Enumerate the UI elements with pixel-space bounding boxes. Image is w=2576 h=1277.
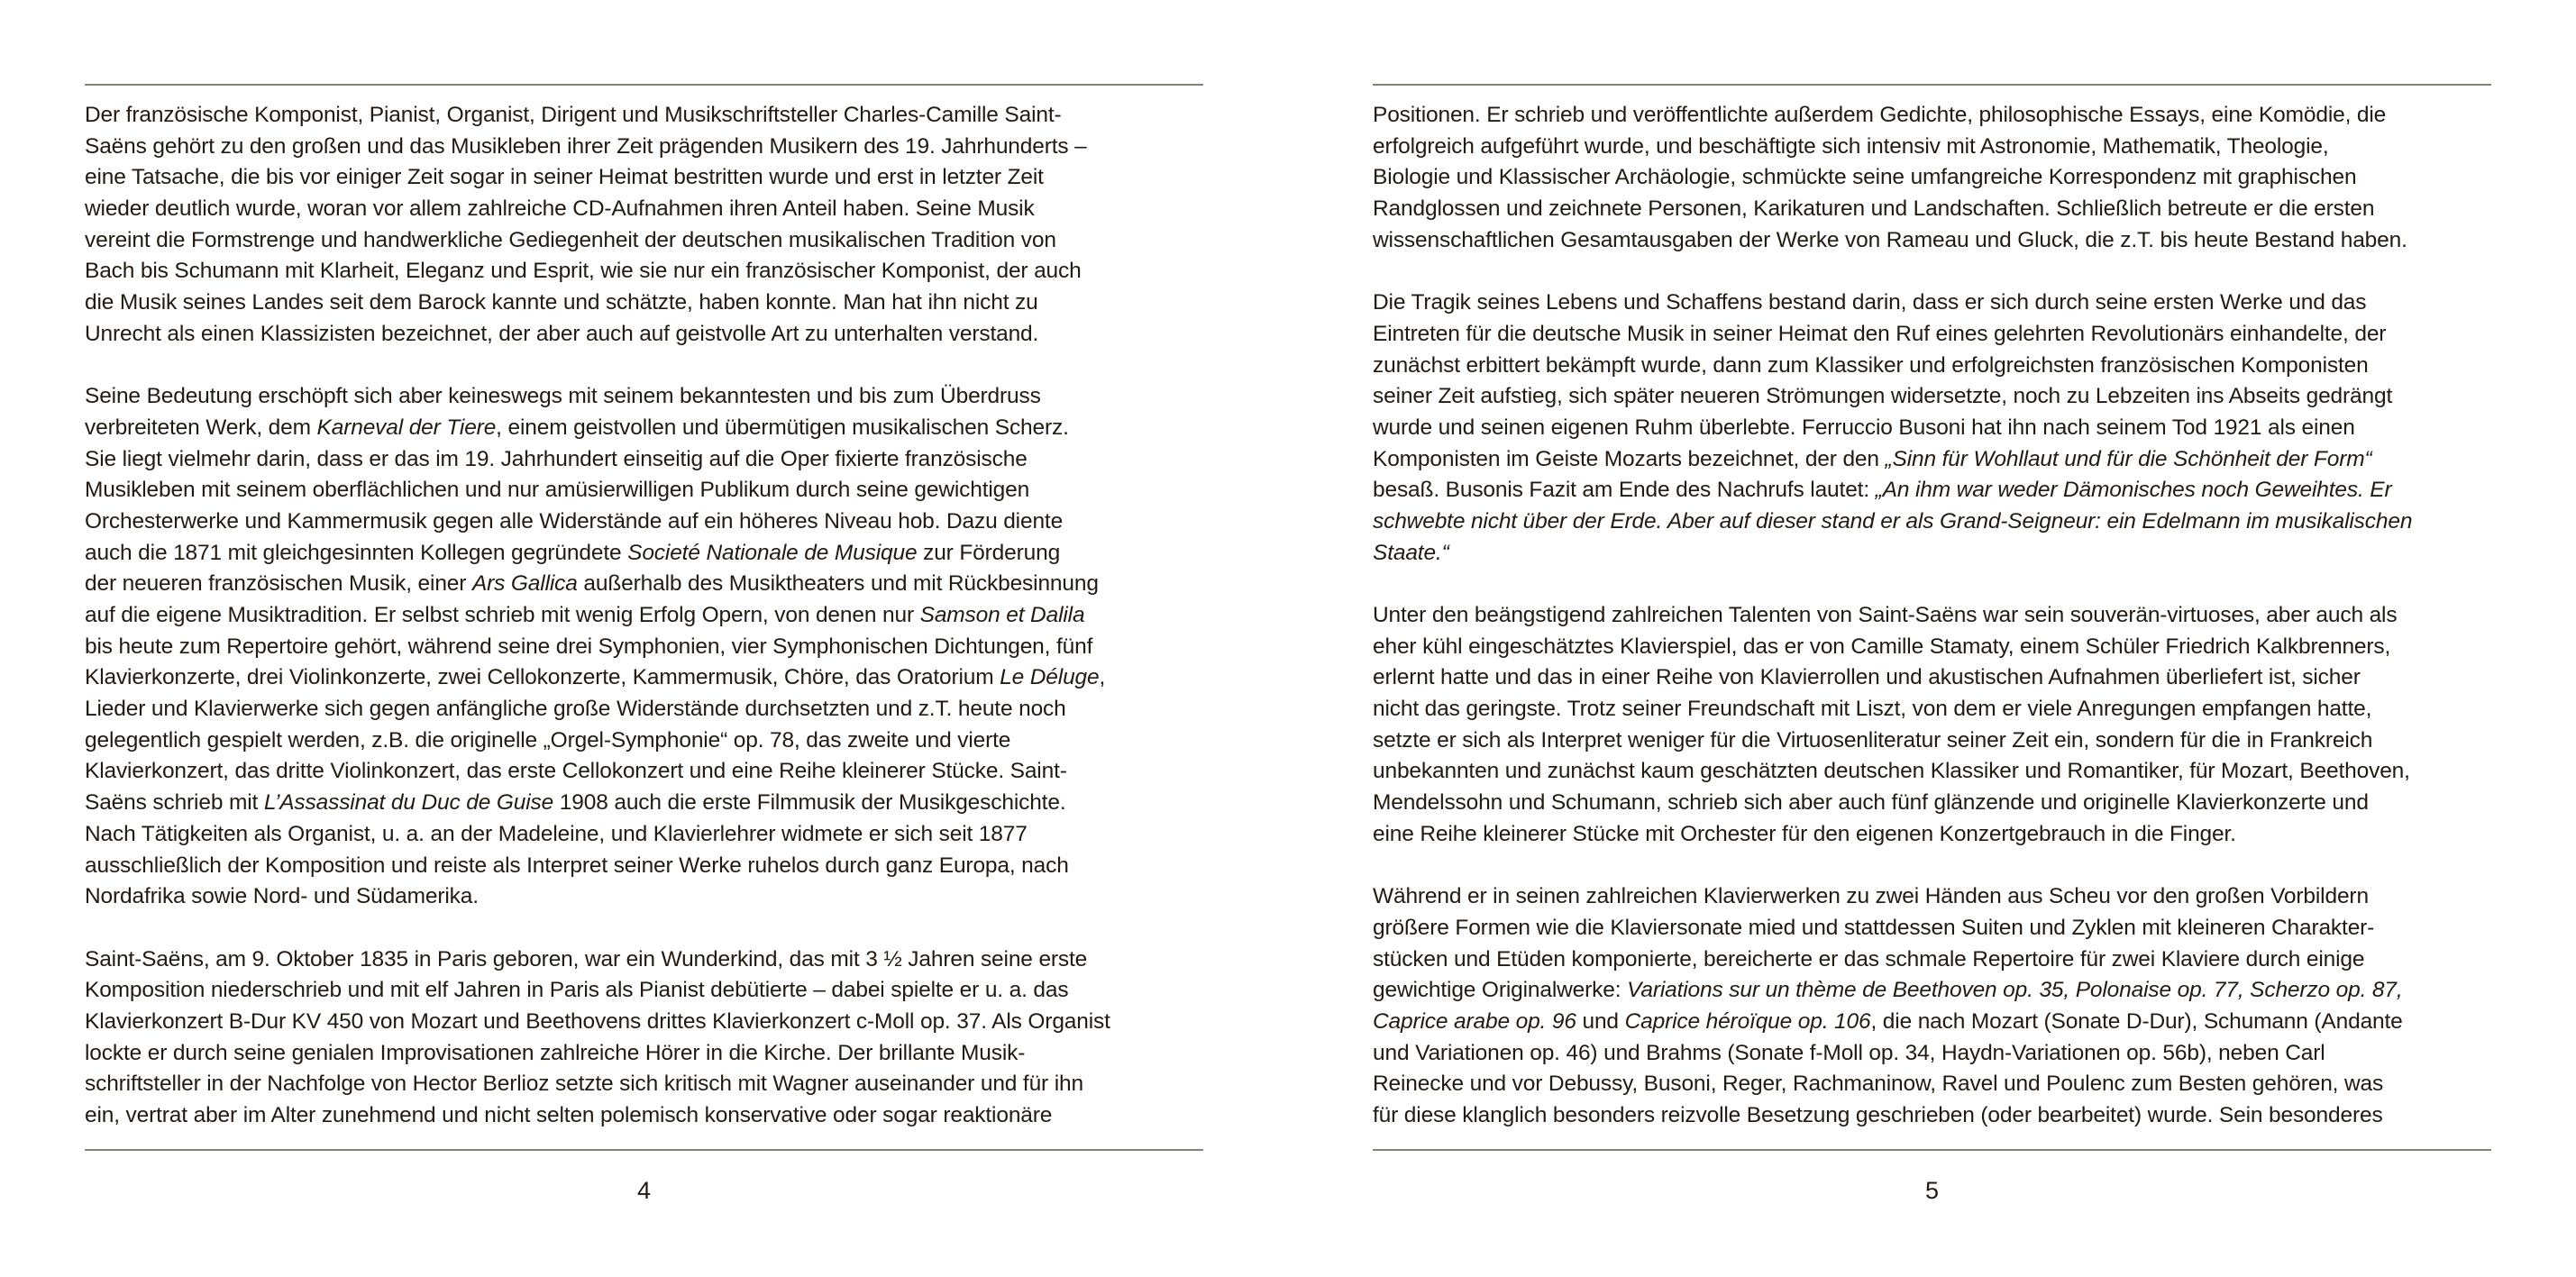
text-run: Bach bis Schumann mit Klarheit, Eleganz und Esprit, wie sie nur ein französischer Komponist, der auch — [85, 259, 1082, 284]
text-run: zunächst erbittert bekämpft wurde, dann zum Klassiker und erfolgreichsten französischen Komponisten — [1373, 352, 2369, 378]
text-line — [85, 944, 1220, 976]
text-run: Der französische Komponist, Pianist, Organist, Dirigent und Musikschriftsteller Charles-Camille Saint- — [85, 103, 1062, 127]
text-run: , — [1099, 665, 1106, 690]
text-line — [85, 1007, 1220, 1038]
text-run: seiner Zeit aufstieg, sich später neueren Strömungen widersetzte, noch zu Lebzeiten ins Abseits gedrängt — [1373, 384, 2393, 409]
text-line — [1373, 351, 2508, 382]
body-text — [85, 100, 1220, 1132]
text-run: gewichtige Originalwerke: — [1373, 978, 1628, 1003]
text-line — [1373, 819, 2508, 851]
text-run: Klavierkonzert B-Dur KV 450 von Mozart und Beethovens drittes Klavierkonzert c-Moll op. 37. Als Organist — [85, 1008, 1110, 1034]
text-run: außerhalb des Musiktheaters und mit Rückbesinnung — [577, 571, 1099, 597]
italic-title: Ars Gallica — [471, 571, 578, 597]
text-line — [1373, 1007, 2508, 1038]
italic-title: Caprice héroïque op. 106 — [1624, 1008, 1871, 1034]
top-rule — [1373, 84, 2491, 86]
text-line — [85, 162, 1220, 194]
text-line — [85, 381, 1220, 413]
text-line — [85, 1069, 1220, 1100]
text-run: Saint-Saëns, am 9. Oktober 1835 in Paris geboren, war ein Wunderkind, das mit 3 ½ Jahren seine erste — [85, 946, 1088, 971]
text-line — [85, 132, 1220, 163]
right-page — [1373, 0, 2491, 1277]
text-line — [85, 100, 1220, 132]
text-run: Klavierkonzerte, drei Violinkonzerte, zwei Cellokonzerte, Kammermusik, Chöre, das Oratorium — [85, 665, 1000, 690]
text-line — [1373, 1038, 2508, 1070]
italic-title: Karneval der Tiere — [316, 415, 497, 440]
text-line — [85, 788, 1220, 819]
text-run: unbekannten und zunächst kaum geschätzten deutschen Klassiker und Romantiker, für Mozart, Beethoven, — [1373, 759, 2410, 784]
text-run: erlernt hatte und das in einer Reihe von Klavierrollen und akustischen Aufnahmen überliefert ist, sicher — [1373, 665, 2361, 690]
italic-title: L’Assassinat du Duc de Guise — [263, 790, 554, 816]
text-line — [85, 600, 1220, 632]
text-line — [1373, 319, 2508, 351]
text-line — [1373, 287, 2508, 319]
body-text — [1373, 100, 2508, 1132]
text-line — [1373, 475, 2508, 506]
text-run: bis heute zum Repertoire gehört, während seine drei Symphonien, vier Symphonischen Dichtungen, fünf — [85, 634, 1093, 659]
text-run: Eintreten für die deutsche Musik in seiner Heimat den Ruf eines gelehrten Revolutionärs einhandelte, der — [1373, 321, 2387, 346]
paragraph-break — [1373, 851, 2508, 882]
italic-title: Le Déluge — [1000, 665, 1100, 690]
text-run: Nach Tätigkeiten als Organist, u. a. an der Madeleine, und Klavierlehrer widmete er sich seit 1877 — [85, 821, 1028, 846]
text-run: Biologie und Klassischer Archäologie, schmückte seine umfangreiche Korrespondenz mit graphischen — [1373, 165, 2357, 190]
text-line — [85, 881, 1220, 913]
text-line — [85, 569, 1220, 600]
text-run: besaß. Busonis Fazit am Ende des Nachrufs lautet: — [1373, 478, 1876, 503]
left-page — [85, 0, 1203, 1277]
text-run: eher kühl eingeschätztes Klavierspiel, das er von Camille Stamaty, einem Schüler Friedrich Kalkbrenners, — [1373, 634, 2391, 659]
italic-title: Staate.“ — [1373, 540, 1449, 565]
text-run: Saëns schrieb mit — [85, 790, 264, 816]
italic-title: Caprice arabe op. 96 — [1373, 1008, 1576, 1034]
text-line — [85, 475, 1220, 506]
text-line — [1373, 662, 2508, 694]
text-line — [85, 756, 1220, 788]
text-line — [1373, 600, 2508, 632]
text-line — [1373, 381, 2508, 413]
text-run: verbreiteten Werk, dem — [85, 415, 317, 440]
paragraph-break — [1373, 256, 2508, 287]
text-run: nicht das geringste. Trotz seiner Freundschaft mit Liszt, von dem er viele Anregungen empfangen hatte, — [1373, 697, 2372, 722]
text-run: größere Formen wie die Klaviersonate mied und stattdessen Suiten und Zyklen mit kleineren Charakter- — [1373, 915, 2375, 940]
text-run: der neueren französischen Musik, einer — [85, 571, 472, 597]
bottom-rule — [85, 1149, 1203, 1151]
text-run: Unter den beängstigend zahlreichen Talenten von Saint-Saëns war sein souverän-virtuoses, aber auch als — [1373, 603, 2398, 627]
text-line — [1373, 944, 2508, 976]
text-run: und — [1576, 1008, 1625, 1034]
text-run: Komponisten im Geiste Mozarts bezeichnet, der den — [1373, 446, 1886, 471]
text-run: ausschließlich der Komposition und reiste als Interpret seiner Werke ruhelos durch ganz Europa, nach — [85, 853, 1069, 878]
text-run: Randglossen und zeichnete Personen, Karikaturen und Landschaften. Schließlich betreute er die ersten — [1373, 196, 2375, 222]
text-line — [1373, 506, 2508, 538]
text-line — [85, 287, 1220, 319]
text-run: Positionen. Er schrieb und veröffentlichte außerdem Gedichte, philosophische Essays, eine Komödie, die — [1373, 103, 2387, 127]
top-rule — [85, 84, 1203, 86]
text-line — [1373, 413, 2508, 444]
text-run: Seine Bedeutung erschöpft sich aber keineswegs mit seinem bekanntesten und bis zum Überdruss — [85, 384, 1041, 409]
text-run: für diese klanglich besonders reizvolle Besetzung geschrieben (oder bearbeitet) wurde. Sein besonderes — [1373, 1103, 2383, 1127]
text-run: Musikleben mit seinem oberflächlichen und nur amüsierwilligen Publikum durch seine gewichtigen — [85, 478, 1030, 503]
text-line — [85, 975, 1220, 1007]
text-run: Die Tragik seines Lebens und Schaffens bestand darin, dass er sich durch seine ersten Werke und das — [1373, 290, 2367, 315]
text-run: Unrecht als einen Klassizisten bezeichnet, der aber auch auf geistvolle Art zu unterhalten verstand. — [85, 321, 1039, 346]
text-line — [85, 225, 1220, 257]
text-run: wissenschaftlichen Gesamtausgaben der Werke von Rameau und Gluck, die z.T. bis heute Bestand haben. — [1373, 227, 2407, 252]
text-run: , einem geistvollen und übermütigen musikalischen Scherz. — [496, 415, 1069, 440]
text-run: auch die 1871 mit gleichgesinnten Kollegen gegründete — [85, 540, 628, 565]
text-line — [85, 413, 1220, 444]
text-line — [85, 632, 1220, 663]
italic-title: „An ihm war weder Dämonisches noch Geweihtes. Er — [1875, 478, 2392, 503]
page-number: 4 — [636, 1177, 652, 1204]
paragraph-break — [85, 351, 1220, 382]
text-run: erfolgreich aufgeführt wurde, und beschäftigte sich intensiv mit Astronomie, Mathematik, Theologie, — [1373, 133, 2329, 159]
text-run: setzte er sich als Interpret weniger für die Virtuosenliteratur seiner Zeit ein, sondern für die in Frankreich — [1373, 727, 2373, 753]
text-run: Nordafrika sowie Nord- und Südamerika. — [85, 884, 479, 909]
text-line — [85, 1038, 1220, 1070]
text-line — [1373, 444, 2508, 476]
text-line — [1373, 725, 2508, 757]
text-run: Reinecke und vor Debussy, Busoni, Reger, Rachmaninow, Ravel und Poulenc zum Besten gehören, was — [1373, 1072, 2384, 1097]
text-line — [1373, 100, 2508, 132]
text-run: schriftsteller in der Nachfolge von Hector Berlioz setzte sich kritisch mit Wagner auseinander und für ihn — [85, 1072, 1083, 1097]
text-run: vereint die Formstrenge und handwerkliche Gediegenheit der deutschen musikalischen Tradition von — [85, 227, 1056, 252]
text-run: Sie liegt vielmehr darin, dass er das im 19. Jahrhundert einseitig auf die Oper fixierte französische — [85, 446, 1028, 471]
text-run: Lieder und Klavierwerke sich gegen anfängliche große Widerstände durchsetzten und z.T. heute noch — [85, 697, 1066, 722]
text-run: , die nach Mozart (Sonate D-Dur), Schumann (Andante — [1870, 1008, 2403, 1034]
text-line — [85, 694, 1220, 725]
bottom-rule — [1373, 1149, 2491, 1151]
text-run: Während er in seinen zahlreichen Klavierwerken zu zwei Händen aus Scheu vor den großen Vorbildern — [1373, 884, 2369, 909]
text-line — [1373, 1069, 2508, 1100]
text-run: und Variationen op. 46) und Brahms (Sonate f-Moll op. 34, Haydn-Variationen op. 56b), neben Carl — [1373, 1040, 2325, 1065]
text-run: Mendelssohn und Schumann, schrieb sich aber auch fünf glänzende und originelle Klavierkonzerte und — [1373, 790, 2369, 816]
text-line — [1373, 881, 2508, 913]
text-line — [1373, 756, 2508, 788]
text-line — [1373, 162, 2508, 194]
text-run: Saëns gehört zu den großen und das Musikleben ihrer Zeit prägenden Musikern des 19. Jahrhunderts – — [85, 133, 1087, 159]
text-run: zur Förderung — [917, 540, 1061, 565]
text-line — [85, 662, 1220, 694]
text-line — [85, 819, 1220, 851]
paragraph-break — [1373, 569, 2508, 600]
text-line — [1373, 632, 2508, 663]
text-run: gelegentlich gespielt werden, z.B. die originelle „Orgel-Symphonie“ op. 78, das zweite und vierte — [85, 727, 1011, 753]
text-line — [1373, 913, 2508, 944]
text-run: Orchesterwerke und Kammermusik gegen alle Widerstände auf ein höheres Niveau hob. Dazu diente — [85, 508, 1064, 534]
italic-title: schwebte nicht über der Erde. Aber auf dieser stand er als Grand-Seigneur: ein Edelmann im musikalischen — [1373, 508, 2413, 534]
text-run: stücken und Etüden komponierte, bereicherte er das schmale Repertoire für zwei Klaviere durch einige — [1373, 946, 2365, 971]
text-line — [1373, 1100, 2508, 1132]
text-line — [85, 256, 1220, 287]
text-line — [85, 851, 1220, 882]
italic-title: Variations sur un thème de Beethoven op. 35, Polonaise op. 77, Scherzo op. 87, — [1627, 978, 2403, 1003]
text-line — [85, 538, 1220, 570]
text-line — [85, 506, 1220, 538]
text-line — [1373, 975, 2508, 1007]
text-line — [85, 1100, 1220, 1132]
text-line — [85, 319, 1220, 351]
text-line — [1373, 132, 2508, 163]
text-line — [85, 444, 1220, 476]
text-run: lockte er durch seine genialen Improvisationen zahlreiche Hörer in die Kirche. Der brillante Musik- — [85, 1040, 1026, 1065]
page-number: 5 — [1924, 1177, 1940, 1204]
text-run: auf die eigene Musiktradition. Er selbst schrieb mit wenig Erfolg Opern, von denen nur — [85, 603, 920, 627]
text-run: Komposition niederschrieb und mit elf Jahren in Paris als Pianist debütierte – dabei spielte er u. a. das — [85, 978, 1069, 1003]
text-run: 1908 auch die erste Filmmusik der Musikgeschichte. — [553, 790, 1066, 816]
text-run: eine Reihe kleinerer Stücke mit Orchester für den eigenen Konzertgebrauch in die Finger. — [1373, 821, 2236, 846]
text-run: eine Tatsache, die bis vor einiger Zeit sogar in seiner Heimat bestritten wurde und erst in letzter Zeit — [85, 165, 1044, 190]
italic-title: „Sinn für Wohllaut und für die Schönheit der Form“ — [1885, 446, 2372, 471]
text-run: wieder deutlich wurde, woran vor allem zahlreiche CD-Aufnahmen ihren Anteil haben. Seine Musik — [85, 196, 1035, 222]
text-line — [1373, 538, 2508, 570]
text-run: die Musik seines Landes seit dem Barock kannte und schätzte, haben konnte. Man hat ihn nicht zu — [85, 290, 1038, 315]
text-line — [1373, 788, 2508, 819]
text-run: wurde und seinen eigenen Ruhm überlebte. Ferruccio Busoni hat ihn nach seinem Tod 1921 als einen — [1373, 415, 2355, 440]
text-line — [1373, 225, 2508, 257]
paragraph-break — [85, 913, 1220, 944]
text-line — [85, 194, 1220, 225]
italic-title: Societé Nationale de Musique — [627, 540, 918, 565]
text-run: ein, vertrat aber im Alter zunehmend und nicht selten polemisch konservative oder sogar reaktionäre — [85, 1103, 1053, 1127]
text-run: Klavierkonzert, das dritte Violinkonzert, das erste Cellokonzert und eine Reihe kleinerer Stücke. Saint- — [85, 759, 1067, 784]
text-line — [1373, 194, 2508, 225]
text-line — [85, 725, 1220, 757]
italic-title: Samson et Dalila — [919, 603, 1085, 627]
text-line — [1373, 694, 2508, 725]
